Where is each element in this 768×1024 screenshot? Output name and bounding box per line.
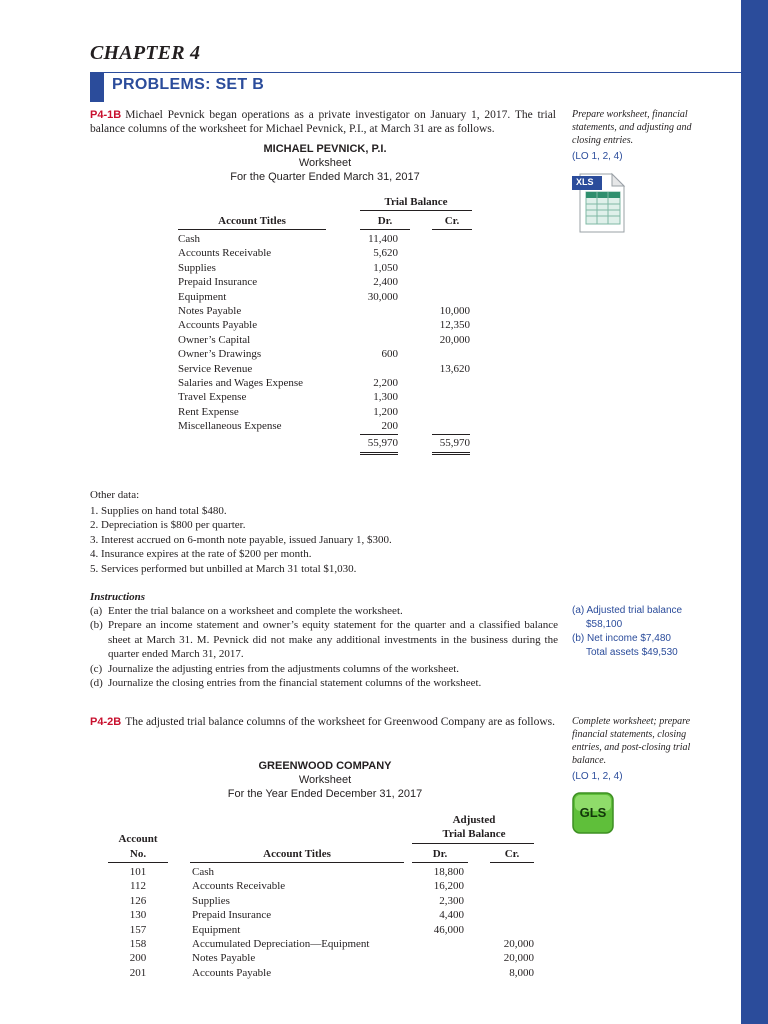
table-row <box>108 908 538 922</box>
instruction-key: (d) <box>90 677 103 690</box>
debit-amount: 600 <box>381 348 398 361</box>
account-title: Prepaid Insurance <box>178 276 258 289</box>
table-row <box>178 419 473 433</box>
group-header-rule <box>360 210 472 211</box>
table-row <box>178 275 473 289</box>
account-title: Service Revenue <box>178 362 253 375</box>
table-row <box>178 333 473 347</box>
worksheet-label: Worksheet <box>298 157 352 169</box>
double-underline <box>360 454 398 455</box>
total-rule <box>360 434 398 435</box>
debit-amount: 11,400 <box>368 233 398 245</box>
account-title: Prepaid Insurance <box>192 909 272 922</box>
instruction-key: (b) <box>90 619 103 632</box>
xls-label: XLS <box>576 177 594 187</box>
worksheet-heading-p4-2b <box>200 759 450 801</box>
table-row <box>108 966 538 980</box>
table-row <box>108 879 538 893</box>
problem-number: P4-2B <box>90 716 122 728</box>
table-row <box>178 261 473 275</box>
column-header-rule <box>108 862 168 863</box>
table-row <box>108 937 538 951</box>
total-cr: 55,970 <box>439 437 470 449</box>
double-underline <box>432 452 470 453</box>
page-edge-bar <box>741 0 768 1024</box>
answer-line: $58,100 <box>586 619 623 630</box>
account-number: 126 <box>129 894 147 907</box>
table-row <box>178 290 473 304</box>
column-header-rule <box>178 229 326 230</box>
account-title: Supplies <box>192 894 230 907</box>
account-number: 130 <box>129 909 147 922</box>
instructions-label: Instructions <box>90 591 146 603</box>
trial-balance-header: Trial Balance <box>442 828 506 840</box>
instruction-text: Enter the trial balance on a worksheet and complete the worksheet. <box>108 605 403 617</box>
chapter-title: CHAPTER 4 <box>90 42 201 64</box>
table-row <box>178 246 473 260</box>
other-data-item: 5. Services performed but unbilled at March 31 total $1,030. <box>90 562 357 575</box>
debit-amount: 2,300 <box>439 894 464 907</box>
header-rule <box>90 72 741 73</box>
credit-amount: 20,000 <box>503 952 534 965</box>
learning-objectives-tag: (LO 1, 2, 4) <box>572 771 623 782</box>
company-name: GREENWOOD COMPANY <box>258 760 392 772</box>
margin-note-p4-2b: Complete worksheet; prepare financial statements, closing entries, and post-closing trial balance. <box>572 716 691 766</box>
credit-amount: 10,000 <box>439 304 470 317</box>
total-dr: 55,970 <box>367 437 398 449</box>
debit-amount: 200 <box>381 420 398 433</box>
other-data-item: 4. Insurance expires at the rate of $200 per month. <box>90 548 312 561</box>
total-rule <box>432 434 470 435</box>
account-title: Miscellaneous Expense <box>178 420 282 433</box>
section-title: PROBLEMS: SET B <box>112 76 265 93</box>
credit-amount: 13,620 <box>439 362 470 375</box>
table-row <box>108 865 538 879</box>
margin-note-p4-1b: Prepare worksheet, financial statements, and adjusting and closing entries. <box>572 109 692 146</box>
credit-amount: 8,000 <box>509 966 534 979</box>
column-header-cr: Cr. <box>504 848 520 860</box>
account-number: 157 <box>129 923 147 936</box>
credit-amount: 20,000 <box>503 937 534 950</box>
debit-amount: 1,050 <box>373 261 398 274</box>
column-header-dr: Dr. <box>377 215 393 227</box>
table-row <box>108 894 538 908</box>
account-title: Equipment <box>178 290 227 303</box>
account-title: Cash <box>192 866 214 878</box>
learning-objectives-tag: (LO 1, 2, 4) <box>572 151 623 162</box>
account-title: Notes Payable <box>192 952 256 965</box>
account-title: Owner’s Drawings <box>178 348 262 361</box>
column-header-dr: Dr. <box>432 848 448 860</box>
instruction-item <box>90 604 558 618</box>
problem-number: P4-1B <box>90 109 122 121</box>
account-title: Accounts Receivable <box>178 247 272 260</box>
column-header-rule <box>412 862 468 863</box>
debit-amount: 5,620 <box>373 247 398 260</box>
xls-spreadsheet-icon <box>572 172 628 234</box>
table-row <box>108 923 538 937</box>
column-header-cr: Cr. <box>444 215 460 227</box>
instruction-text: Prepare an income statement and owner’s equity statement for the quarter and a classified balance sheet at March 31. M. Pevnick did not make any additional investments in the business during the quarter ended March 31, 2017. <box>108 619 558 661</box>
table-row <box>108 951 538 965</box>
account-title: Notes Payable <box>178 304 242 317</box>
problem-text: The adjusted trial balance columns of the worksheet for Greenwood Company are as follows. <box>125 716 556 728</box>
account-title: Travel Expense <box>178 391 247 404</box>
instruction-key: (a) <box>90 605 103 617</box>
table-row <box>178 347 473 361</box>
account-title: Accounts Payable <box>192 966 272 979</box>
table-row <box>178 390 473 404</box>
table-row <box>178 405 473 419</box>
debit-amount: 2,400 <box>373 276 398 289</box>
debit-amount: 16,200 <box>433 880 464 893</box>
other-data-item: 2. Depreciation is $800 per quarter. <box>90 519 246 532</box>
double-underline <box>432 454 470 455</box>
column-header-no: No. <box>129 848 147 860</box>
worksheet-heading-p4-1b <box>200 142 450 184</box>
worksheet-period: For the Year Ended December 31, 2017 <box>227 788 423 800</box>
other-data-list <box>90 504 392 576</box>
account-number: 200 <box>129 952 147 965</box>
instruction-text: Journalize the closing entries from the financial statement columns of the worksheet. <box>108 677 482 690</box>
group-header-rule <box>412 843 534 844</box>
debit-amount: 4,400 <box>439 909 464 922</box>
worksheet-period: For the Quarter Ended March 31, 2017 <box>230 171 420 183</box>
column-header-rule <box>190 862 404 863</box>
trial-balance-table-p4-1b <box>178 232 473 433</box>
credit-amount: 12,350 <box>439 319 470 332</box>
adjusted-header: Adjusted <box>452 814 496 826</box>
column-header-account-titles: Account Titles <box>218 215 286 227</box>
answer-line: (b) Net income $7,480 <box>572 633 671 644</box>
account-title: Accumulated Depreciation—Equipment <box>192 937 370 950</box>
gls-label: GLS <box>579 805 607 820</box>
column-header-rule <box>490 862 534 863</box>
instruction-text: Journalize the adjusting entries from the adjustments columns of the worksheet. <box>108 662 460 675</box>
debit-amount: 1,200 <box>373 405 398 418</box>
account-number: 101 <box>129 866 147 878</box>
other-data-label: Other data: <box>90 489 140 501</box>
answer-check-figures <box>572 604 722 660</box>
account-number: 201 <box>129 966 147 979</box>
column-header-account: Account <box>118 833 158 845</box>
credit-amount: 20,000 <box>439 333 470 346</box>
column-header-account-titles: Account Titles <box>263 848 331 860</box>
instruction-item <box>90 676 558 690</box>
trial-balance-header: Trial Balance <box>384 196 448 208</box>
problem-p4-2b-intro <box>90 715 556 729</box>
gls-icon <box>572 792 614 834</box>
instruction-key: (c) <box>90 662 103 675</box>
table-row <box>178 362 473 376</box>
debit-amount: 30,000 <box>367 290 398 303</box>
account-title: Supplies <box>178 261 216 274</box>
column-header-rule <box>432 229 472 230</box>
answer-line: Total assets $49,530 <box>586 647 678 658</box>
section-marker <box>90 73 104 102</box>
double-underline <box>360 452 398 453</box>
adjusted-trial-balance-table-p4-2b <box>108 865 538 980</box>
debit-amount: 18,800 <box>433 866 464 878</box>
other-data-item: 3. Interest accrued on 6-month note payable, issued January 1, $300. <box>90 533 392 546</box>
table-row <box>178 376 473 390</box>
column-header-rule <box>360 229 410 230</box>
account-number: 158 <box>129 937 147 950</box>
answer-line: (a) Adjusted trial balance <box>572 605 683 616</box>
table-row <box>178 304 473 318</box>
company-name: MICHAEL PEVNICK, P.I. <box>263 143 387 155</box>
account-title: Rent Expense <box>178 405 239 418</box>
account-title: Salaries and Wages Expense <box>178 376 304 389</box>
worksheet-label: Worksheet <box>298 774 352 786</box>
account-title: Cash <box>178 233 200 245</box>
instructions-list <box>90 604 558 690</box>
instruction-item <box>90 618 558 661</box>
account-title: Equipment <box>192 923 241 936</box>
table-row <box>178 232 473 246</box>
problem-text: Michael Pevnick began operations as a private investigator on January 1, 2017. The trial balance columns of the worksheet for Michael Pevnick, P.I., at March 31 are as follows. <box>90 109 556 135</box>
other-data-item: 1. Supplies on hand total $480. <box>90 505 227 517</box>
account-number: 112 <box>129 880 147 893</box>
debit-amount: 2,200 <box>373 376 398 389</box>
account-title: Owner’s Capital <box>178 333 251 346</box>
instruction-item <box>90 662 558 676</box>
debit-amount: 46,000 <box>433 923 464 936</box>
debit-amount: 1,300 <box>373 391 398 404</box>
account-title: Accounts Receivable <box>192 880 286 893</box>
problem-p4-1b-intro <box>90 108 556 136</box>
table-row <box>178 318 473 332</box>
account-title: Accounts Payable <box>178 319 258 332</box>
